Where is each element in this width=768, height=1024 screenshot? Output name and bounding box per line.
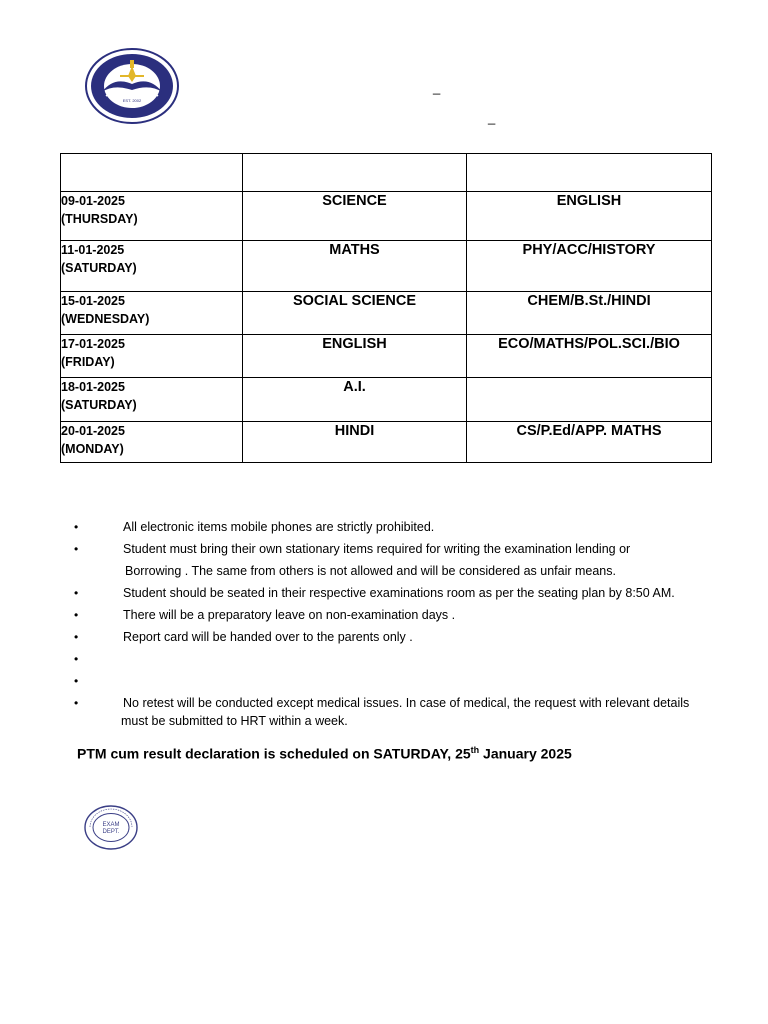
exam-date: 15-01-2025 <box>61 294 125 308</box>
subject-cell: CS/P.Ed/APP. MATHS <box>467 422 712 463</box>
bullet-icon: • <box>74 542 79 556</box>
instructions-list <box>74 516 734 730</box>
exam-date: 11-01-2025 <box>61 243 125 257</box>
bullet-icon: • <box>74 630 79 644</box>
table-row <box>61 335 712 378</box>
subject-cell: ENGLISH <box>467 192 712 241</box>
exam-day: (FRIDAY) <box>61 355 115 369</box>
exam-schedule-table <box>60 153 712 463</box>
instruction-item <box>74 582 734 604</box>
instruction-item <box>74 516 734 538</box>
instruction-item <box>74 648 734 670</box>
table-row <box>61 378 712 422</box>
exam-dept-stamp <box>84 805 138 850</box>
school-logo <box>84 46 180 126</box>
instruction-item <box>74 604 734 626</box>
ptm-superscript: th <box>470 745 480 755</box>
bullet-icon: • <box>74 520 79 534</box>
instruction-text: No retest will be conducted except medical issues. In case of medical, the request with relevant details <box>123 696 690 710</box>
header-dash: _ <box>433 80 441 95</box>
subject-cell: HINDI <box>243 422 467 463</box>
bullet-icon: • <box>74 674 79 688</box>
exam-date: 09-01-2025 <box>61 194 125 208</box>
svg-text:DEPT.: DEPT. <box>102 829 120 835</box>
exam-date: 17-01-2025 <box>61 337 125 351</box>
date-cell <box>61 378 243 422</box>
exam-day: (SATURDAY) <box>61 261 137 275</box>
subject-cell: ENGLISH <box>243 335 467 378</box>
instruction-item <box>74 538 734 582</box>
header-cell <box>61 154 243 192</box>
logo-established-text: EST. 2002 <box>122 98 142 103</box>
instruction-text: Student must bring their own stationary items required for writing the examination lending or <box>123 542 631 556</box>
date-cell <box>61 292 243 335</box>
exam-date: 20-01-2025 <box>61 424 125 438</box>
exam-date: 18-01-2025 <box>61 380 125 394</box>
subject-cell: SOCIAL SCIENCE <box>243 292 467 335</box>
date-cell <box>61 192 243 241</box>
subject-cell: SCIENCE <box>243 192 467 241</box>
bullet-icon: • <box>74 608 79 622</box>
exam-day: (WEDNESDAY) <box>61 312 150 326</box>
instruction-text: Report card will be handed over to the parents only . <box>123 630 413 644</box>
bullet-icon: • <box>74 586 79 600</box>
ptm-text-end: January 2025 <box>479 745 572 762</box>
instruction-text: There will be a preparatory leave on non-examination days . <box>123 608 456 622</box>
bullet-icon: • <box>74 652 79 666</box>
subject-cell <box>467 378 712 422</box>
subject-cell: ECO/MATHS/POL.SCI./BIO <box>467 335 712 378</box>
table-row <box>61 292 712 335</box>
subject-cell: CHEM/B.St./HINDI <box>467 292 712 335</box>
ptm-announcement <box>77 745 572 762</box>
date-cell <box>61 422 243 463</box>
table-row <box>61 192 712 241</box>
subject-cell: MATHS <box>243 241 467 292</box>
subject-cell: PHY/ACC/HISTORY <box>467 241 712 292</box>
svg-text:EXAM: EXAM <box>102 822 120 828</box>
exam-day: (SATURDAY) <box>61 398 137 412</box>
exam-day: (THURSDAY) <box>61 212 138 226</box>
header-cell <box>243 154 467 192</box>
instruction-text-continued: must be submitted to HRT within a week. <box>121 714 348 728</box>
instruction-text: All electronic items mobile phones are strictly prohibited. <box>123 520 435 534</box>
table-row <box>61 241 712 292</box>
header-dash: _ <box>488 110 496 125</box>
instruction-item <box>74 694 734 730</box>
date-cell <box>61 241 243 292</box>
subject-cell: A.I. <box>243 378 467 422</box>
date-cell <box>61 335 243 378</box>
instruction-item <box>74 626 734 648</box>
instruction-item <box>74 670 734 692</box>
exam-day: (MONDAY) <box>61 442 124 456</box>
table-row <box>61 422 712 463</box>
bullet-icon: • <box>74 696 79 710</box>
instruction-text-continued: Borrowing . The same from others is not allowed and will be considered as unfair means. <box>125 564 616 578</box>
ptm-text: PTM cum result declaration is scheduled on SATURDAY, 25 <box>77 745 471 762</box>
table-header-row <box>61 154 712 192</box>
header-cell <box>467 154 712 192</box>
instruction-text: Student should be seated in their respective examinations room as per the seating plan by 8:50 AM. <box>123 586 675 600</box>
